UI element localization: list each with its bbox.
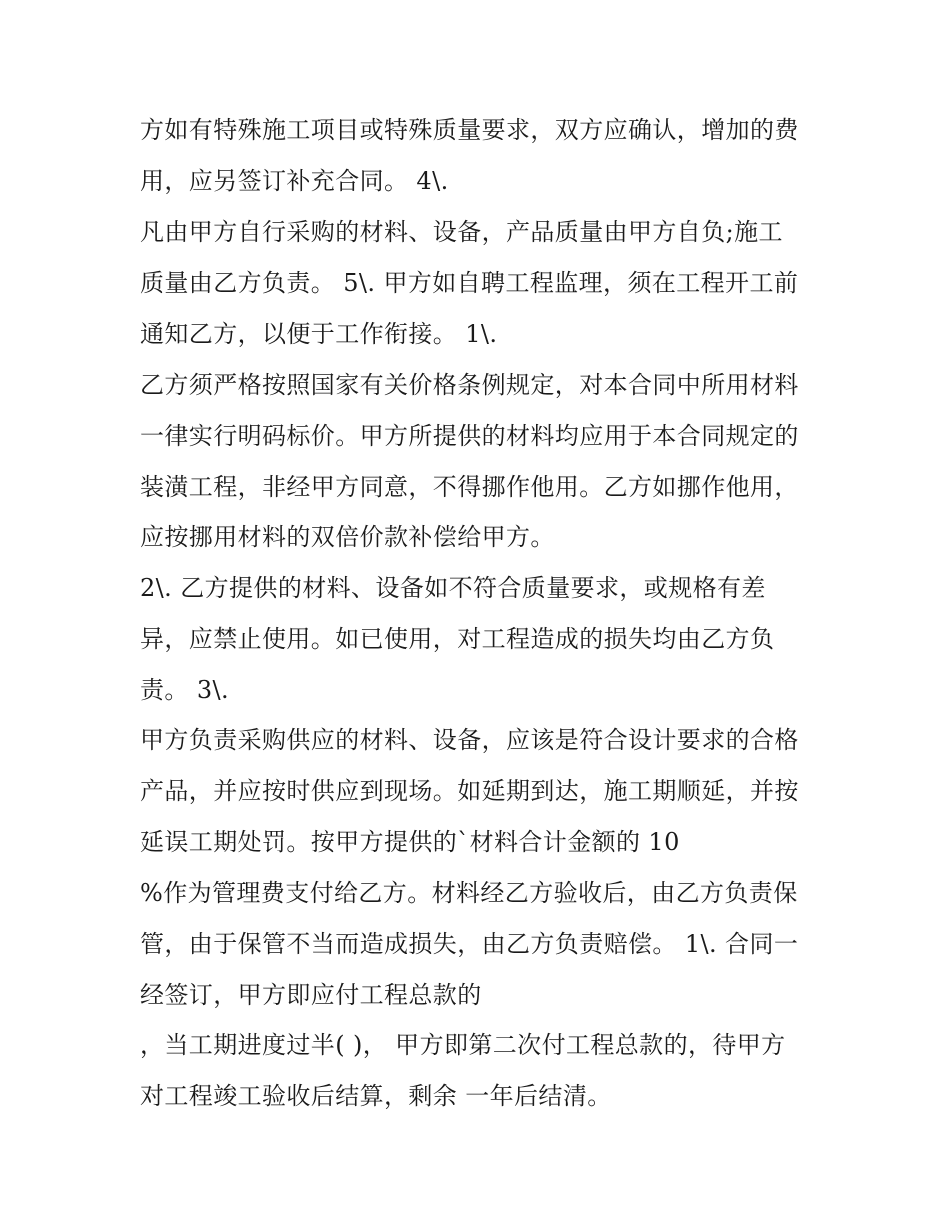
text-line-13: 甲方负责采购供应的材料、设备，应该是符合设计要求的合格 bbox=[140, 726, 799, 754]
text-line-18: 经签订，甲方即应付工程总款的 bbox=[140, 981, 482, 1009]
text-line-9: 应按挪用材料的双倍价款补偿给甲方。 bbox=[140, 523, 555, 551]
text-line-14: 产品，并应按时供应到现场。如延期到达，施工期顺延，并按 bbox=[140, 777, 799, 805]
text-line-1: 方如有特殊施工项目或特殊质量要求，双方应确认，增加的费 bbox=[140, 116, 799, 144]
text-line-12: 责。 3\. bbox=[140, 676, 230, 704]
text-line-8: 装潢工程，非经甲方同意，不得挪作他用。乙方如挪作他用， bbox=[140, 473, 799, 501]
text-line-7: 一律实行明码标价。甲方所提供的材料均应用于本合同规定的 bbox=[140, 422, 799, 450]
text-line-20: 对工程竣工验收后结算，剩余 一年后结清。 bbox=[140, 1082, 612, 1110]
text-line-4: 质量由乙方负责。 5\. 甲方如自聘工程监理，须在工程开工前 bbox=[140, 269, 799, 297]
text-line-15: 延误工期处罚。按甲方提供的`材料合计金额的 10 bbox=[140, 828, 680, 856]
text-line-19: ，当工期进度过半( )， 甲方即第二次付工程总款的，待甲方 bbox=[140, 1031, 786, 1059]
text-line-2: 用，应另签订补充合同。 4\. bbox=[140, 167, 449, 195]
text-line-6: 乙方须严格按照国家有关价格条例规定，对本合同中所用材料 bbox=[140, 371, 799, 399]
text-line-16: %作为管理费支付给乙方。材料经乙方验收后，由乙方负责保 bbox=[140, 879, 798, 907]
text-line-10: 2\. 乙方提供的材料、设备如不符合质量要求，或规格有差 bbox=[140, 574, 766, 602]
text-line-11: 异，应禁止使用。如已使用，对工程造成的损失均由乙方负 bbox=[140, 625, 775, 653]
text-line-3: 凡由甲方自行采购的材料、设备，产品质量由甲方自负;施工 bbox=[140, 218, 783, 246]
text-line-17: 管，由于保管不当而造成损失，由乙方负责赔偿。 1\. 合同一 bbox=[140, 930, 799, 958]
text-line-5: 通知乙方，以便于工作衔接。 1\. bbox=[140, 320, 498, 348]
